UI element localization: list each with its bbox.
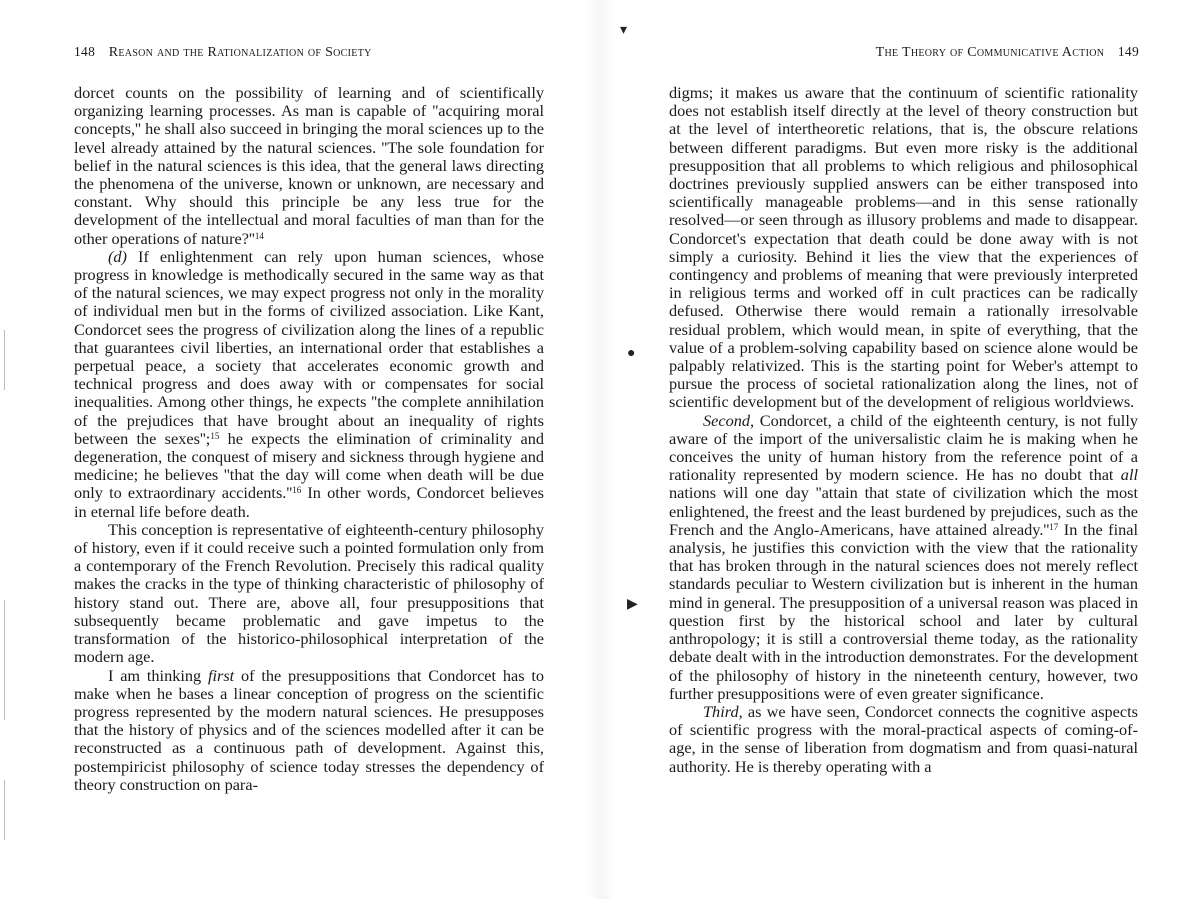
running-head: [876, 44, 1139, 61]
running-title: Reason and the Rationalization of Society: [108, 45, 372, 60]
text-run: as we have seen, Condorcet connects the cognitive aspects of scientific progress with the moral-practical aspects of coming-of-age, in the sense of liberation from dogmatism and from quasi-natural authority. He is thereby operating with a: [669, 701, 1138, 776]
page-number: 149: [1117, 44, 1139, 59]
page-number: 148: [74, 44, 96, 59]
footnote-reference: 16: [292, 485, 302, 496]
paragraph: [74, 84, 544, 248]
binding-mark-icon: ▶: [627, 597, 638, 612]
text-run: digms; it makes us aware that the continuum of scientific rationality does not establish itself directly at the level of theory construction but at the level of intertheoretic relations, that is, the obscure relations between different paradigms. But even more risky is the additional presupposition that all problems to which religious and philosophical doctrines previously supplied answers can be either transposed into scientifically manageable problems—and in this sense rationally resolved—or seen through as illusory problems and made to disappear. Condorcet's expectation that death could be done away with is not simply a curiosity. Behind it lies the view that the experiences of contingency and problems of meaning that were previously interpreted in religious terms and worked off in cult practices can be radically defused. Otherwise there would remain a rationally irresolvable residual problem, which would mean, in spite of everything, that the value of a problem-solving capability based on science alone would be palpably relativized. This is the starting point for Weber's attempt to pursue the process of societal rationalization along the lines, not of scientific development but of the development of religious worldviews.: [669, 83, 1138, 412]
binding-mark-icon: ▾: [620, 23, 628, 38]
text-run: nations will one day ''attain that state of civilization which the most enlightened, the freest and the least burdened by prejudices, such as the French and the Anglo-Americans, have attained already.'': [669, 483, 1138, 539]
emphasis-text: Second,: [703, 410, 755, 430]
binding-mark-icon: ●: [627, 346, 636, 361]
text-run: In the final analysis, he justifies this conviction with the view that the rationality that has broken through in the natural sciences does not merely reflect standards peculiar to Western civilization but is inherent in the human mind in general. The presupposition of a universal reason was placed in question first by the historical school and later by cultural anthropology; it is still a controversial theme today, as the rationality debate dealt with in the introduction demonstrates. For the development of the philosophy of history in the nineteenth century, however, two further presuppositions were of even greater significance.: [669, 519, 1138, 703]
body-text: [74, 84, 544, 794]
emphasis-text: Third,: [703, 701, 743, 721]
paragraph: [669, 84, 1138, 412]
footnote-reference: 15: [210, 430, 220, 441]
running-head: [74, 44, 372, 61]
paragraph: [669, 703, 1138, 776]
paragraph: [74, 248, 544, 521]
text-run: Condorcet, a child of the eighteenth century, is not fully aware of the import of the universalistic claim he is making when he conceives the unity of human history from the reference point of a rationality represented by modern science. He has no doubt that: [669, 410, 1138, 485]
paragraph: [74, 521, 544, 667]
text-run: dorcet counts on the possibility of learning and of scientifically organizing learning processes. As man is capable of ''acquiring moral concepts,'' he shall also succeed in bringing the moral sciences up to the level already attained by the natural sciences. ''The sole foundation for belief in the natural sciences is this idea, that the general laws directing the phenomena of the universe, known or unknown, are necessary and constant. Why should this principle be any less true for the development of the intellectual and moral faculties of man than for the other operations of nature?'': [74, 83, 544, 248]
emphasis-text: (d): [108, 246, 127, 266]
text-run: This conception is representative of eighteenth-century philosophy of history, even if it could receive such a pointed formulation only from a contemporary of the French Revolution. Precisely this radical quality makes the cracks in the type of thinking characteristic of philosophy of history stand out. There are, above all, four presuppositions that subsequently became problematic and gave impetus to the transformation of the historico-philosophical interpretation of the modern age.: [74, 519, 544, 667]
emphasis-text: first: [207, 665, 235, 685]
paragraph: [74, 667, 544, 794]
text-run: he expects the elimination of criminality and degeneration, the conquest of misery and sickness through hygiene and medicine; he believes ''that the day will come when death will be due only to extraordinary accidents.'': [74, 428, 544, 503]
emphasis-text: all: [1120, 465, 1138, 485]
text-run: If enlightenment can rely upon human sciences, whose progress in knowledge is methodically secured in the same way as that of the natural sciences, we may expect progress not only in the morality of individual men but in the forms of civilized association. Like Kant, Condorcet sees the progress of civilization along the lines of a republic that guarantees civil liberties, an international order that establishes a perpetual peace, a society that accelerates economic growth and technical progress and does away with or compensates for social inequalities. Among other things, he expects ''the complete annihilation of the prejudices that have brought about an inequality of rights between the sexes'';: [74, 246, 544, 448]
text-run: In other words, Condorcet believes in eternal life before death.: [74, 483, 544, 521]
text-run: of the presuppositions that Condorcet has to make when he bases a linear conception of progress on the scientific progress represented by the modern natural sciences. He presupposes that the history of physics and of the sciences modelled after it can be reconstructed as a continuous path of development. Against this, postempiricist philosophy of science today stresses the dependency of theory construction on para-: [74, 665, 544, 794]
running-title: The Theory of Communicative Action: [875, 45, 1105, 60]
paragraph: [669, 412, 1138, 703]
right-page: [600, 0, 1199, 899]
body-text: [669, 84, 1138, 776]
text-run: I am thinking: [108, 665, 208, 685]
footnote-reference: 17: [1049, 521, 1059, 532]
footnote-reference: 14: [254, 230, 264, 241]
